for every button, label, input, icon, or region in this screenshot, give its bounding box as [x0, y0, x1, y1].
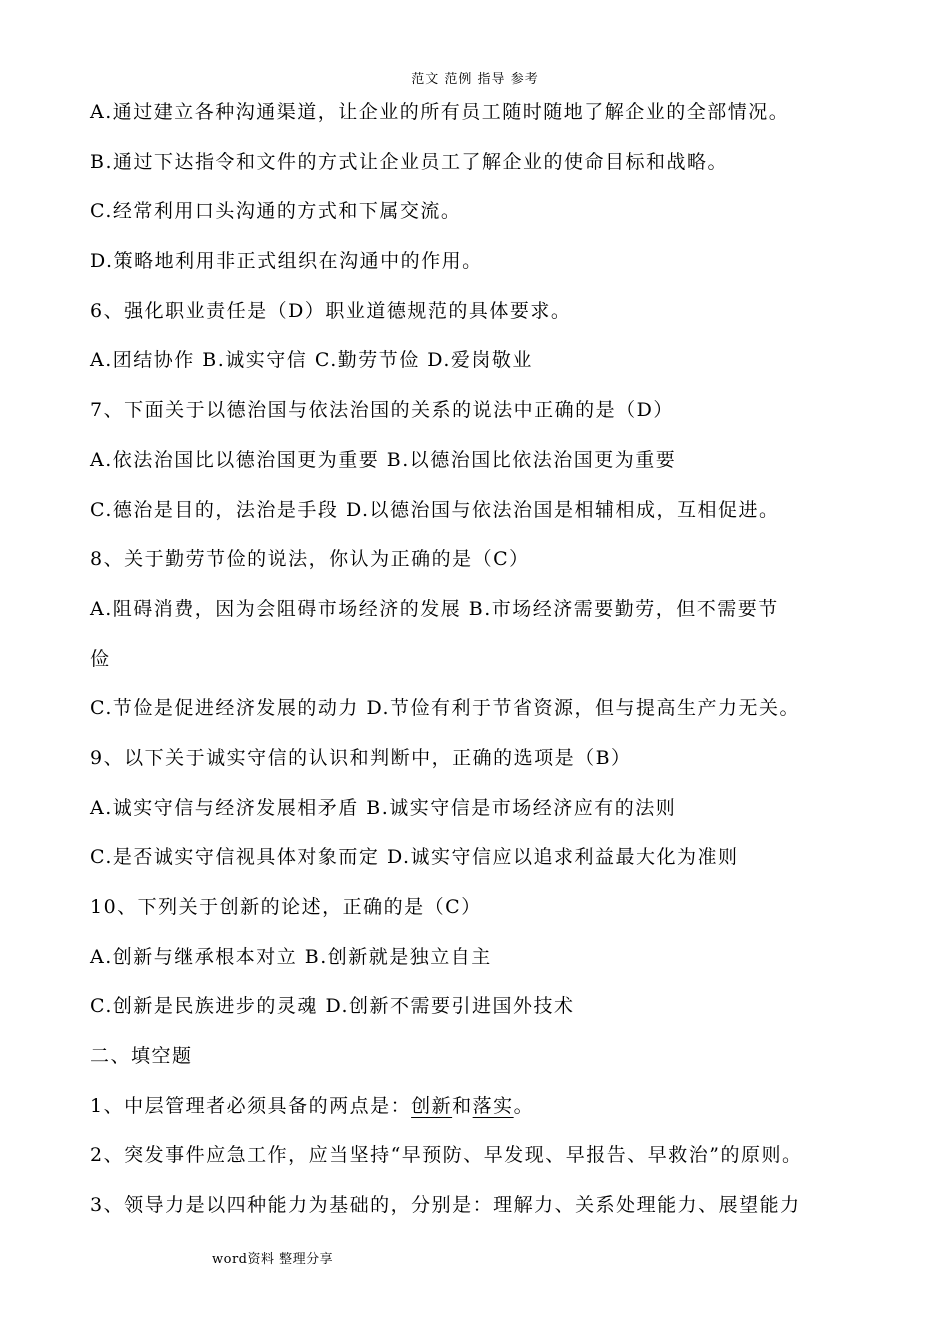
text-line: A.阻碍消费，因为会阻碍市场经济的发展 B.市场经济需要勤劳，但不需要节 [90, 597, 779, 620]
text-line: 俭 [90, 647, 111, 670]
text-line: A.依法治国比以德治国更为重要 B.以德治国比依法治国更为重要 [90, 448, 677, 471]
text-line: C.是否诚实守信视具体对象而定 D.诚实守信应以追求利益最大化为准则 [90, 846, 739, 869]
text-line: C.节俭是促进经济发展的动力 D.节俭有利于节省资源，但与提高生产力无关。 [90, 697, 801, 720]
page-header: 范文 范例 指导 参考 [411, 72, 539, 87]
text-line: A.通过建立各种沟通渠道，让企业的所有员工随时随地了解企业的全部情况。 [90, 101, 790, 123]
fill-question-text: 。 [513, 1094, 535, 1117]
text-line: A.创新与继承根本对立 B.创新就是独立自主 [90, 945, 492, 968]
question-6: 6、强化职业责任是（D）职业道德规范的具体要求。 [90, 299, 572, 322]
text-line: C.创新是民族进步的灵魂 D.创新不需要引进国外技术 [90, 995, 575, 1018]
fill-question-text: 和 [452, 1094, 473, 1117]
question-10: 10、下列关于创新的论述，正确的是（C） [90, 896, 482, 918]
question-7: 7、下面关于以德治国与依法治国的关系的说法中正确的是（D） [90, 399, 674, 422]
question-9: 9、以下关于诚实守信的认识和判断中，正确的选项是（B） [90, 746, 632, 769]
text-line: C.德治是目的，法治是手段 D.以德治国与依法治国是相辅相成，互相促进。 [90, 498, 780, 521]
text-line: A.诚实守信与经济发展相矛盾 B.诚实守信是市场经济应有的法则 [90, 796, 677, 819]
page-footer: word资料 整理分享 [212, 1252, 334, 1267]
fill-question-text: 1、中层管理者必须具备的两点是： [90, 1094, 412, 1117]
text-line: D.策略地利用非正式组织在沟通中的作用。 [90, 250, 483, 273]
text-line: A.团结协作 B.诚实守信 C.勤劳节俭 D.爱岗敬业 [90, 349, 533, 372]
document-body [90, 88, 870, 1231]
fill-question-1 [90, 1082, 870, 1132]
section-heading: 二、填空题 [90, 1045, 193, 1068]
text-line: C.经常利用口头沟通的方式和下属交流。 [90, 200, 462, 223]
fill-question-3: 3、领导力是以四种能力为基础的，分别是：理解力、关系处理能力、展望能力 [90, 1194, 801, 1217]
fill-answer: 创新 [411, 1094, 453, 1117]
fill-answer: 落实 [472, 1094, 514, 1117]
fill-question-2: 2、突发事件应急工作，应当坚持“早预防、早发现、早报告、早救治”的原则。 [90, 1144, 803, 1167]
question-8: 8、关于勤劳节俭的说法，你认为正确的是（C） [90, 548, 530, 571]
text-line: B.通过下达指令和文件的方式让企业员工了解企业的使命目标和战略。 [90, 150, 729, 173]
